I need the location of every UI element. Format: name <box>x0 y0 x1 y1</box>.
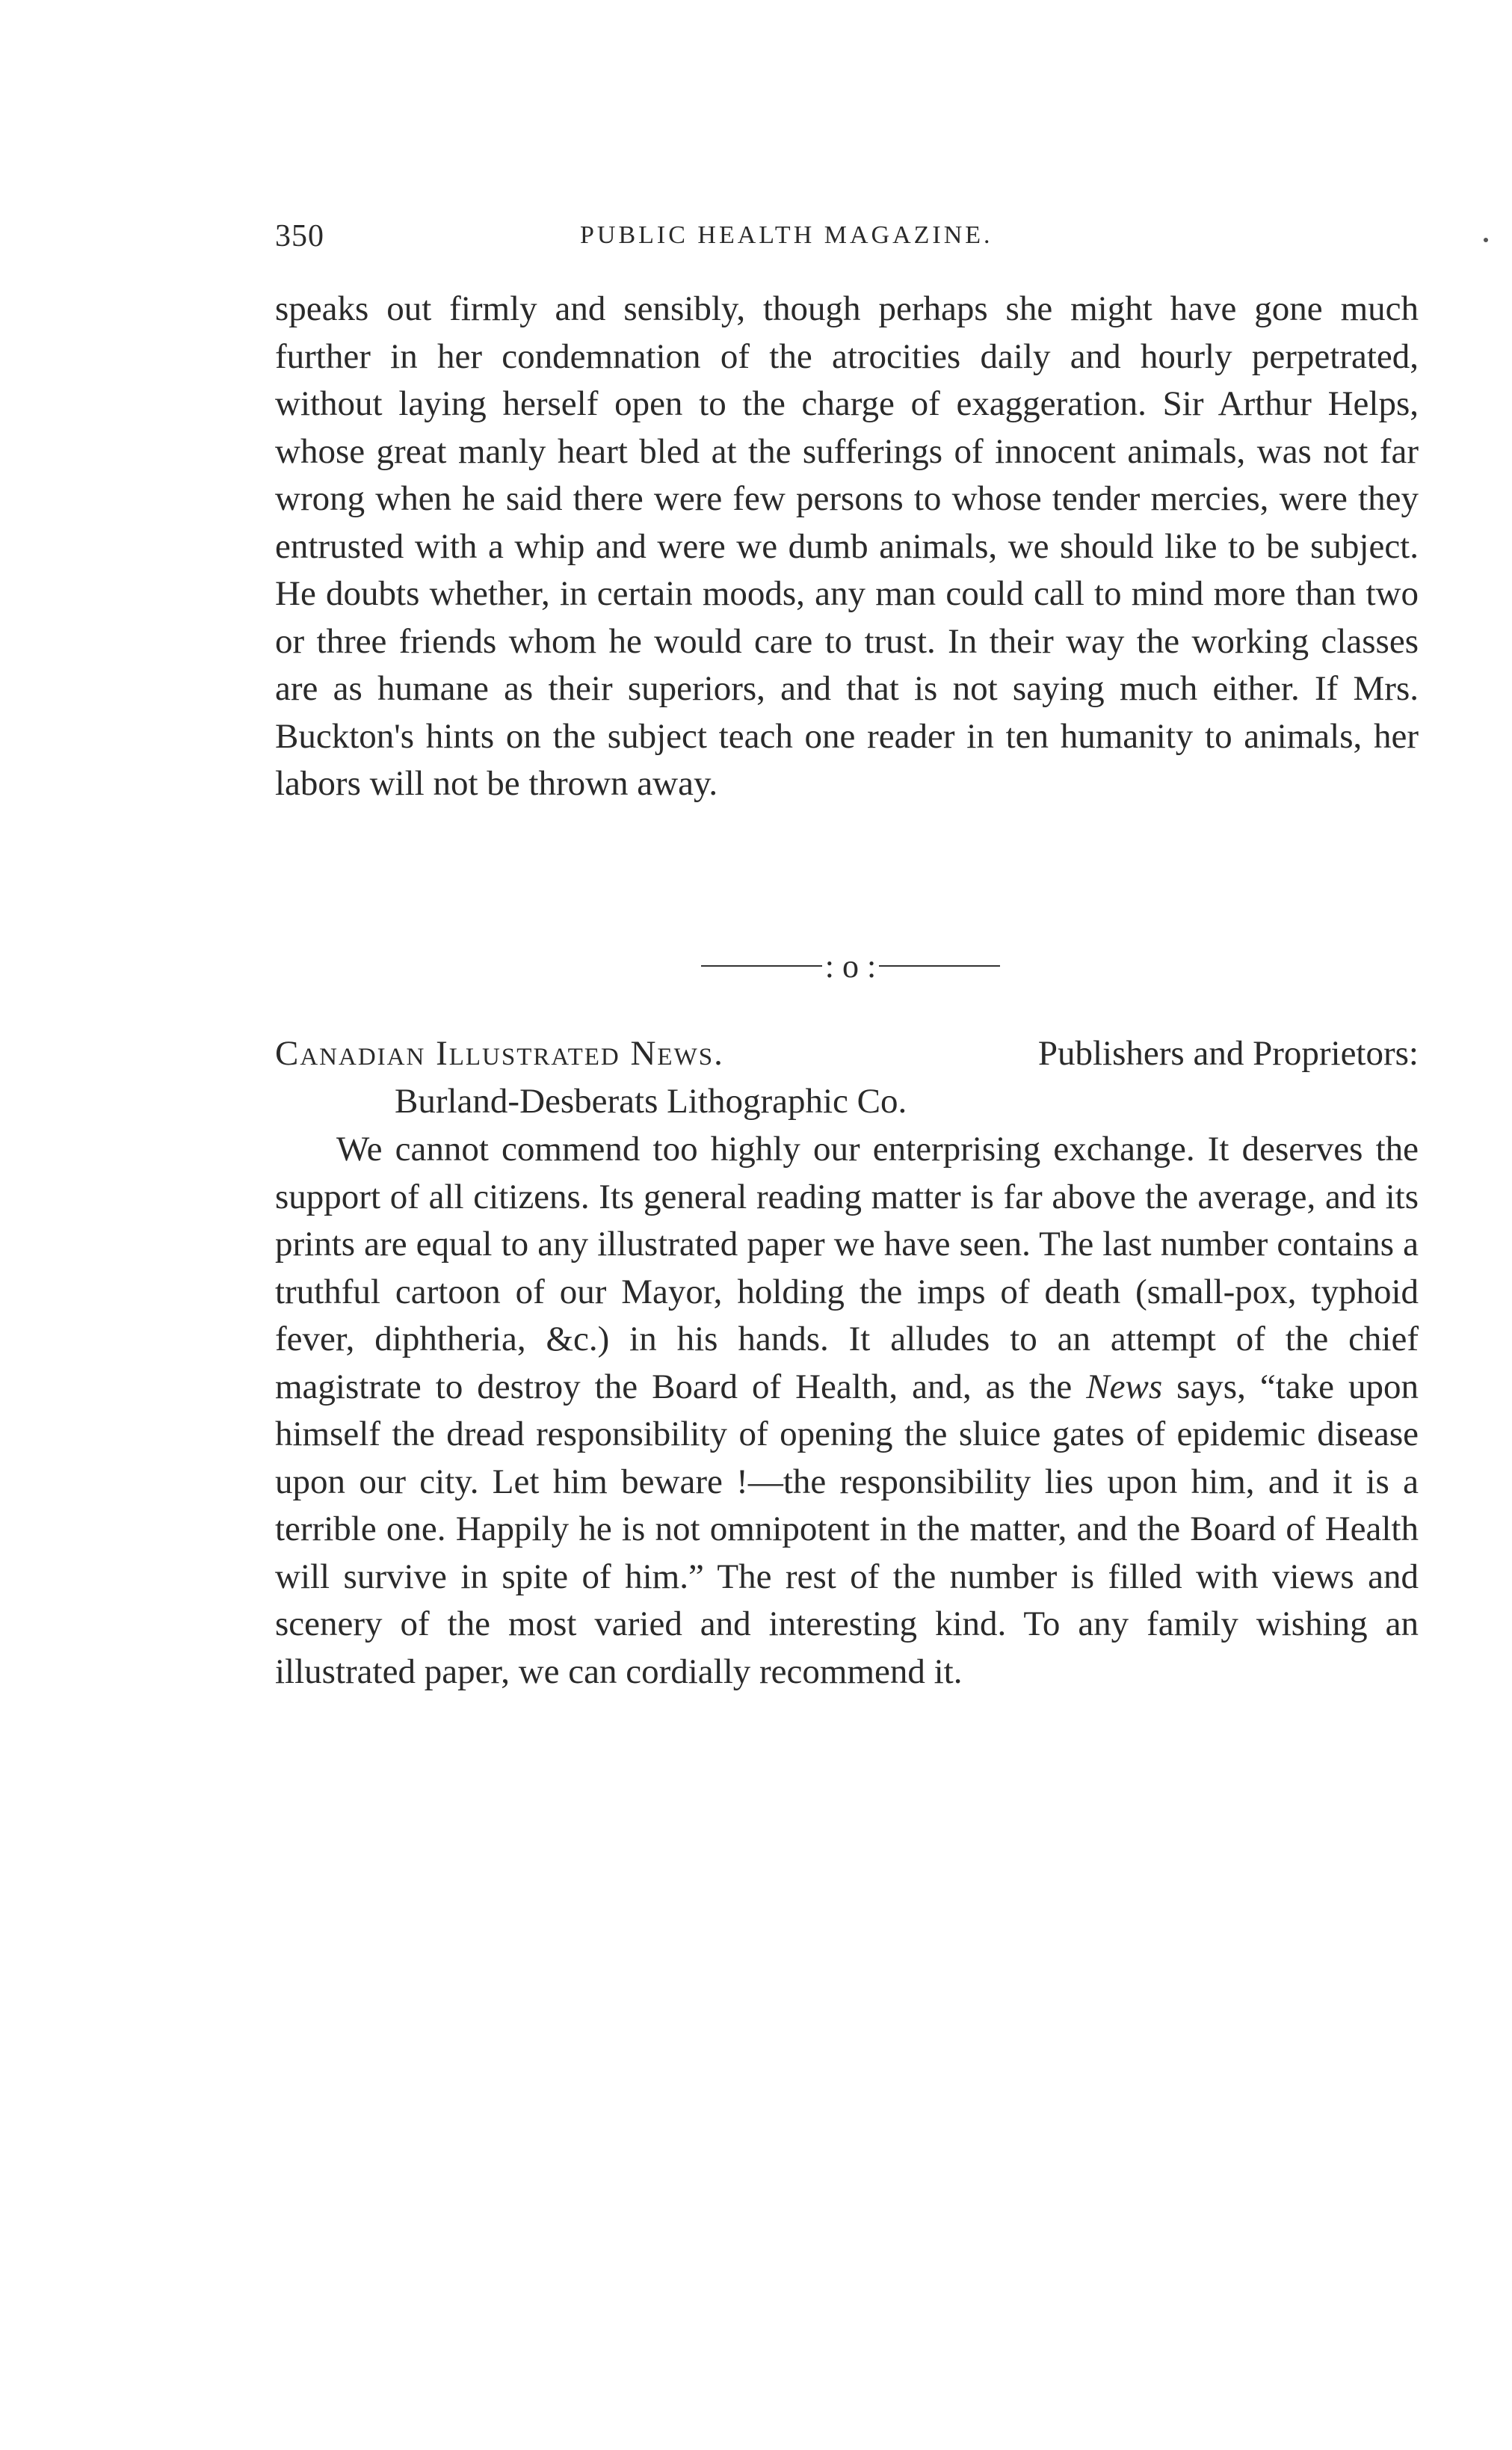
section-separator <box>686 944 1015 988</box>
journal-title: PUBLIC HEALTH MAGAZINE. <box>580 221 993 249</box>
separator-rule-right <box>879 965 1000 967</box>
paragraph-animals: speaks out firmly and sensibly, though perhaps she might have gone much further in her condemnation of the atrocities daily and hourly perpetrated, without laying herself open to the charge of exaggeration. Sir Arthur Helps, whose great manly heart bled at the sufferings of innocent animals, was not far wrong when he said there were few persons to whose tender mercies, were they entrusted with a whip and were we dumb animals, we should like to be subject. He doubts whether, in certain moods, any man could call to mind more than two or three friends whom he would care to trust. In their way the working classes are as humane as their superiors, and that is not saying much either. If Mrs. Buckton's hints on the subject teach one reader in ten humanity to animals, her labors will not be thrown away. <box>275 289 1419 803</box>
publisher-name: Burland-Desberats Lithographic Co. <box>395 1081 907 1121</box>
news-title-italic: News <box>1086 1367 1163 1406</box>
running-head <box>275 218 1419 263</box>
publishers-label: Publishers and Proprietors: <box>1037 1034 1419 1073</box>
review-heading <box>275 1030 1419 1125</box>
review-text-part2: says, “take upon himself the dread responsibility of opening the sluice gates of epidemic disease upon our city. Let him beware !—the responsibility lies upon him, and it is a terrible one. Happily he is not omnipotent in the matter, and the Board of Health will survive in spite of him.” The rest of the number is filled with views and scenery of the most varied and interesting kind. To any family wishing an illustrated paper, we can cordially recommend it. <box>275 1367 1419 1691</box>
separator-ornament: : o : <box>824 947 877 985</box>
separator-rule-left <box>701 965 822 967</box>
page-number: 350 <box>275 219 324 253</box>
print-speck <box>1484 238 1488 242</box>
review-text-part1: We cannot commend too highly our enterprising exchange. It deserves the support of all citizens. Its general reading matter is far above the average, and its prints are equal to any illustrated paper we have seen. The last number contains a truthful cartoon of our Mayor, holding the imps of death (small-pox, typhoid fever, diphtheria, &c.) in his hands. It alludes to an attempt of the chief magistrate to destroy the Board of Health, and, as the <box>275 1130 1419 1406</box>
paragraph-review <box>275 1126 1419 1696</box>
publication-name: Canadian Illustrated News. <box>275 1034 724 1073</box>
